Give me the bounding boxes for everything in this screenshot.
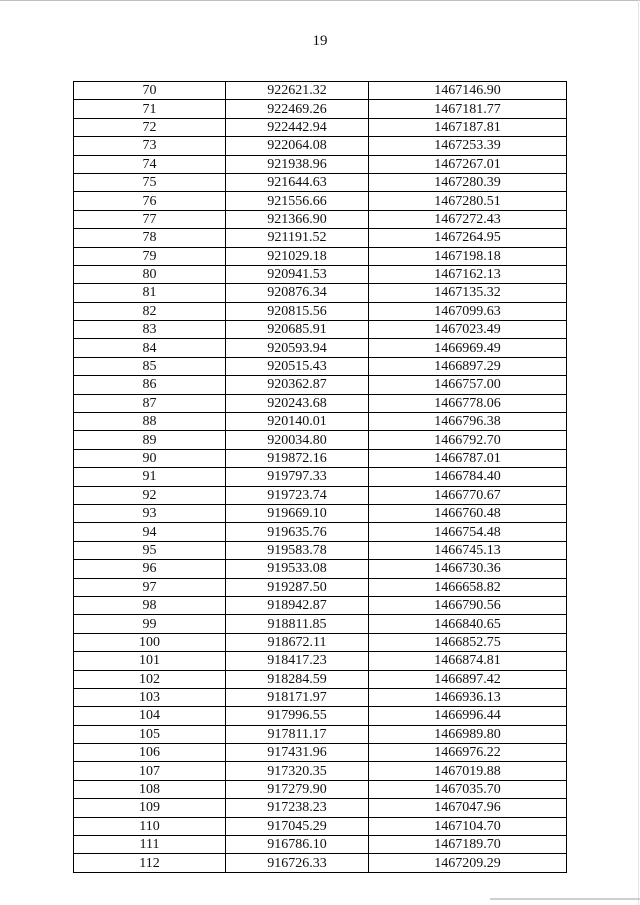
coord-y-cell: 1466969.49	[369, 339, 567, 357]
coord-y-cell: 1467264.95	[369, 229, 567, 247]
coord-y-cell: 1466840.65	[369, 615, 567, 633]
coord-y-cell: 1467187.81	[369, 118, 567, 136]
coord-y-cell: 1466745.13	[369, 541, 567, 559]
point-number-cell: 110	[74, 817, 226, 835]
table-row	[74, 523, 567, 541]
point-number-cell: 96	[74, 560, 226, 578]
table-row	[74, 780, 567, 798]
point-number-cell: 78	[74, 229, 226, 247]
coord-y-cell: 1466778.06	[369, 394, 567, 412]
table-row	[74, 155, 567, 173]
table-row	[74, 688, 567, 706]
coord-y-cell: 1466730.36	[369, 560, 567, 578]
point-number-cell: 101	[74, 652, 226, 670]
point-number-cell: 111	[74, 836, 226, 854]
coord-x-cell: 916786.10	[226, 836, 369, 854]
point-number-cell: 107	[74, 762, 226, 780]
point-number-cell: 109	[74, 799, 226, 817]
point-number-cell: 72	[74, 118, 226, 136]
point-number-cell: 90	[74, 449, 226, 467]
coord-x-cell: 917996.55	[226, 707, 369, 725]
coord-y-cell: 1466874.81	[369, 652, 567, 670]
point-number-cell: 79	[74, 247, 226, 265]
table-row	[74, 247, 567, 265]
table-row	[74, 854, 567, 872]
coord-y-cell: 1467253.39	[369, 137, 567, 155]
point-number-cell: 105	[74, 725, 226, 743]
coord-y-cell: 1467198.18	[369, 247, 567, 265]
table-row	[74, 321, 567, 339]
point-number-cell: 95	[74, 541, 226, 559]
point-number-cell: 77	[74, 210, 226, 228]
point-number-cell: 73	[74, 137, 226, 155]
coord-y-cell: 1467035.70	[369, 780, 567, 798]
coord-x-cell: 919723.74	[226, 486, 369, 504]
coord-y-cell: 1466754.48	[369, 523, 567, 541]
point-number-cell: 108	[74, 780, 226, 798]
point-number-cell: 98	[74, 596, 226, 614]
coord-y-cell: 1466996.44	[369, 707, 567, 725]
coord-x-cell: 918672.11	[226, 633, 369, 651]
coord-y-cell: 1466897.42	[369, 670, 567, 688]
table-row	[74, 504, 567, 522]
table-row	[74, 137, 567, 155]
table-row	[74, 799, 567, 817]
table-row	[74, 762, 567, 780]
table-row	[74, 615, 567, 633]
coord-x-cell: 922442.94	[226, 118, 369, 136]
point-number-cell: 84	[74, 339, 226, 357]
table-row	[74, 560, 567, 578]
coord-y-cell: 1467023.49	[369, 321, 567, 339]
coord-y-cell: 1467099.63	[369, 302, 567, 320]
coord-x-cell: 920815.56	[226, 302, 369, 320]
point-number-cell: 100	[74, 633, 226, 651]
coord-x-cell: 921556.66	[226, 192, 369, 210]
table-row	[74, 210, 567, 228]
point-number-cell: 94	[74, 523, 226, 541]
coord-x-cell: 921644.63	[226, 173, 369, 191]
point-number-cell: 75	[74, 173, 226, 191]
point-number-cell: 87	[74, 394, 226, 412]
coord-x-cell: 920593.94	[226, 339, 369, 357]
coord-y-cell: 1467189.70	[369, 836, 567, 854]
table-row	[74, 468, 567, 486]
point-number-cell: 83	[74, 321, 226, 339]
coord-x-cell: 918284.59	[226, 670, 369, 688]
coord-x-cell: 917045.29	[226, 817, 369, 835]
point-number-cell: 71	[74, 100, 226, 118]
table-row	[74, 836, 567, 854]
table-row	[74, 192, 567, 210]
coord-x-cell: 920941.53	[226, 265, 369, 283]
coord-y-cell: 1467209.29	[369, 854, 567, 872]
coord-x-cell: 919533.08	[226, 560, 369, 578]
point-number-cell: 91	[74, 468, 226, 486]
point-number-cell: 104	[74, 707, 226, 725]
point-number-cell: 70	[74, 82, 226, 100]
point-number-cell: 86	[74, 376, 226, 394]
coord-x-cell: 920243.68	[226, 394, 369, 412]
table-row	[74, 725, 567, 743]
table-row	[74, 633, 567, 651]
table-row	[74, 339, 567, 357]
coord-y-cell: 1467162.13	[369, 265, 567, 283]
point-number-cell: 99	[74, 615, 226, 633]
table-row	[74, 100, 567, 118]
coord-x-cell: 917238.23	[226, 799, 369, 817]
coord-x-cell: 920140.01	[226, 413, 369, 431]
coord-x-cell: 921366.90	[226, 210, 369, 228]
point-number-cell: 82	[74, 302, 226, 320]
table-row	[74, 578, 567, 596]
point-number-cell: 112	[74, 854, 226, 872]
table-row	[74, 541, 567, 559]
coord-x-cell: 917279.90	[226, 780, 369, 798]
table-row	[74, 413, 567, 431]
coord-x-cell: 917811.17	[226, 725, 369, 743]
coord-x-cell: 922621.32	[226, 82, 369, 100]
coord-y-cell: 1466658.82	[369, 578, 567, 596]
coord-x-cell: 917320.35	[226, 762, 369, 780]
point-number-cell: 74	[74, 155, 226, 173]
coord-x-cell: 916726.33	[226, 854, 369, 872]
coord-x-cell: 919635.76	[226, 523, 369, 541]
coord-x-cell: 920685.91	[226, 321, 369, 339]
page-number: 19	[312, 33, 328, 49]
coord-y-cell: 1466760.48	[369, 504, 567, 522]
coord-x-cell: 920876.34	[226, 284, 369, 302]
table-row	[74, 357, 567, 375]
coord-x-cell: 921191.52	[226, 229, 369, 247]
coord-y-cell: 1467019.88	[369, 762, 567, 780]
coord-y-cell: 1467272.43	[369, 210, 567, 228]
coord-x-cell: 920034.80	[226, 431, 369, 449]
coord-x-cell: 918942.87	[226, 596, 369, 614]
coord-x-cell: 919583.78	[226, 541, 369, 559]
point-number-cell: 76	[74, 192, 226, 210]
coord-y-cell: 1467104.70	[369, 817, 567, 835]
coord-x-cell: 919669.10	[226, 504, 369, 522]
point-number-cell: 102	[74, 670, 226, 688]
coord-x-cell: 918171.97	[226, 688, 369, 706]
table-row	[74, 284, 567, 302]
scan-edge-top	[0, 0, 640, 1]
coord-x-cell: 919287.50	[226, 578, 369, 596]
coord-y-cell: 1467280.39	[369, 173, 567, 191]
coord-x-cell: 918811.85	[226, 615, 369, 633]
table-row	[74, 265, 567, 283]
coord-x-cell: 920515.43	[226, 357, 369, 375]
coord-x-cell: 921938.96	[226, 155, 369, 173]
table-row	[74, 82, 567, 100]
coord-y-cell: 1467267.01	[369, 155, 567, 173]
point-number-cell: 97	[74, 578, 226, 596]
coord-y-cell: 1466770.67	[369, 486, 567, 504]
coord-y-cell: 1466792.70	[369, 431, 567, 449]
scan-edge-right	[638, 0, 639, 905]
point-number-cell: 80	[74, 265, 226, 283]
point-number-cell: 93	[74, 504, 226, 522]
table-row	[74, 376, 567, 394]
point-number-cell: 92	[74, 486, 226, 504]
table-row	[74, 394, 567, 412]
coord-y-cell: 1466989.80	[369, 725, 567, 743]
coord-x-cell: 919872.16	[226, 449, 369, 467]
coord-y-cell: 1466897.29	[369, 357, 567, 375]
coordinates-table-body	[74, 82, 567, 873]
coord-y-cell: 1466852.75	[369, 633, 567, 651]
coord-x-cell: 921029.18	[226, 247, 369, 265]
coord-y-cell: 1466784.40	[369, 468, 567, 486]
point-number-cell: 106	[74, 744, 226, 762]
point-number-cell: 81	[74, 284, 226, 302]
coord-x-cell: 919797.33	[226, 468, 369, 486]
table-row	[74, 118, 567, 136]
coord-y-cell: 1467135.32	[369, 284, 567, 302]
table-row	[74, 744, 567, 762]
table-row	[74, 596, 567, 614]
coord-y-cell: 1467146.90	[369, 82, 567, 100]
scan-mark	[490, 898, 640, 900]
coord-x-cell: 918417.23	[226, 652, 369, 670]
table-row	[74, 652, 567, 670]
coord-y-cell: 1466757.00	[369, 376, 567, 394]
table-row	[74, 173, 567, 191]
coordinates-table	[73, 81, 567, 873]
coord-x-cell: 920362.87	[226, 376, 369, 394]
coord-y-cell: 1467047.96	[369, 799, 567, 817]
coord-y-cell: 1466787.01	[369, 449, 567, 467]
coord-x-cell: 922469.26	[226, 100, 369, 118]
table-row	[74, 486, 567, 504]
table-row	[74, 707, 567, 725]
coord-y-cell: 1466790.56	[369, 596, 567, 614]
coord-y-cell: 1466936.13	[369, 688, 567, 706]
point-number-cell: 88	[74, 413, 226, 431]
table-row	[74, 431, 567, 449]
coord-y-cell: 1467280.51	[369, 192, 567, 210]
coord-y-cell: 1466976.22	[369, 744, 567, 762]
coord-y-cell: 1466796.38	[369, 413, 567, 431]
coord-y-cell: 1467181.77	[369, 100, 567, 118]
table-row	[74, 670, 567, 688]
coord-x-cell: 917431.96	[226, 744, 369, 762]
point-number-cell: 103	[74, 688, 226, 706]
table-row	[74, 449, 567, 467]
point-number-cell: 85	[74, 357, 226, 375]
table-row	[74, 302, 567, 320]
point-number-cell: 89	[74, 431, 226, 449]
coord-x-cell: 922064.08	[226, 137, 369, 155]
table-row	[74, 229, 567, 247]
table-row	[74, 817, 567, 835]
